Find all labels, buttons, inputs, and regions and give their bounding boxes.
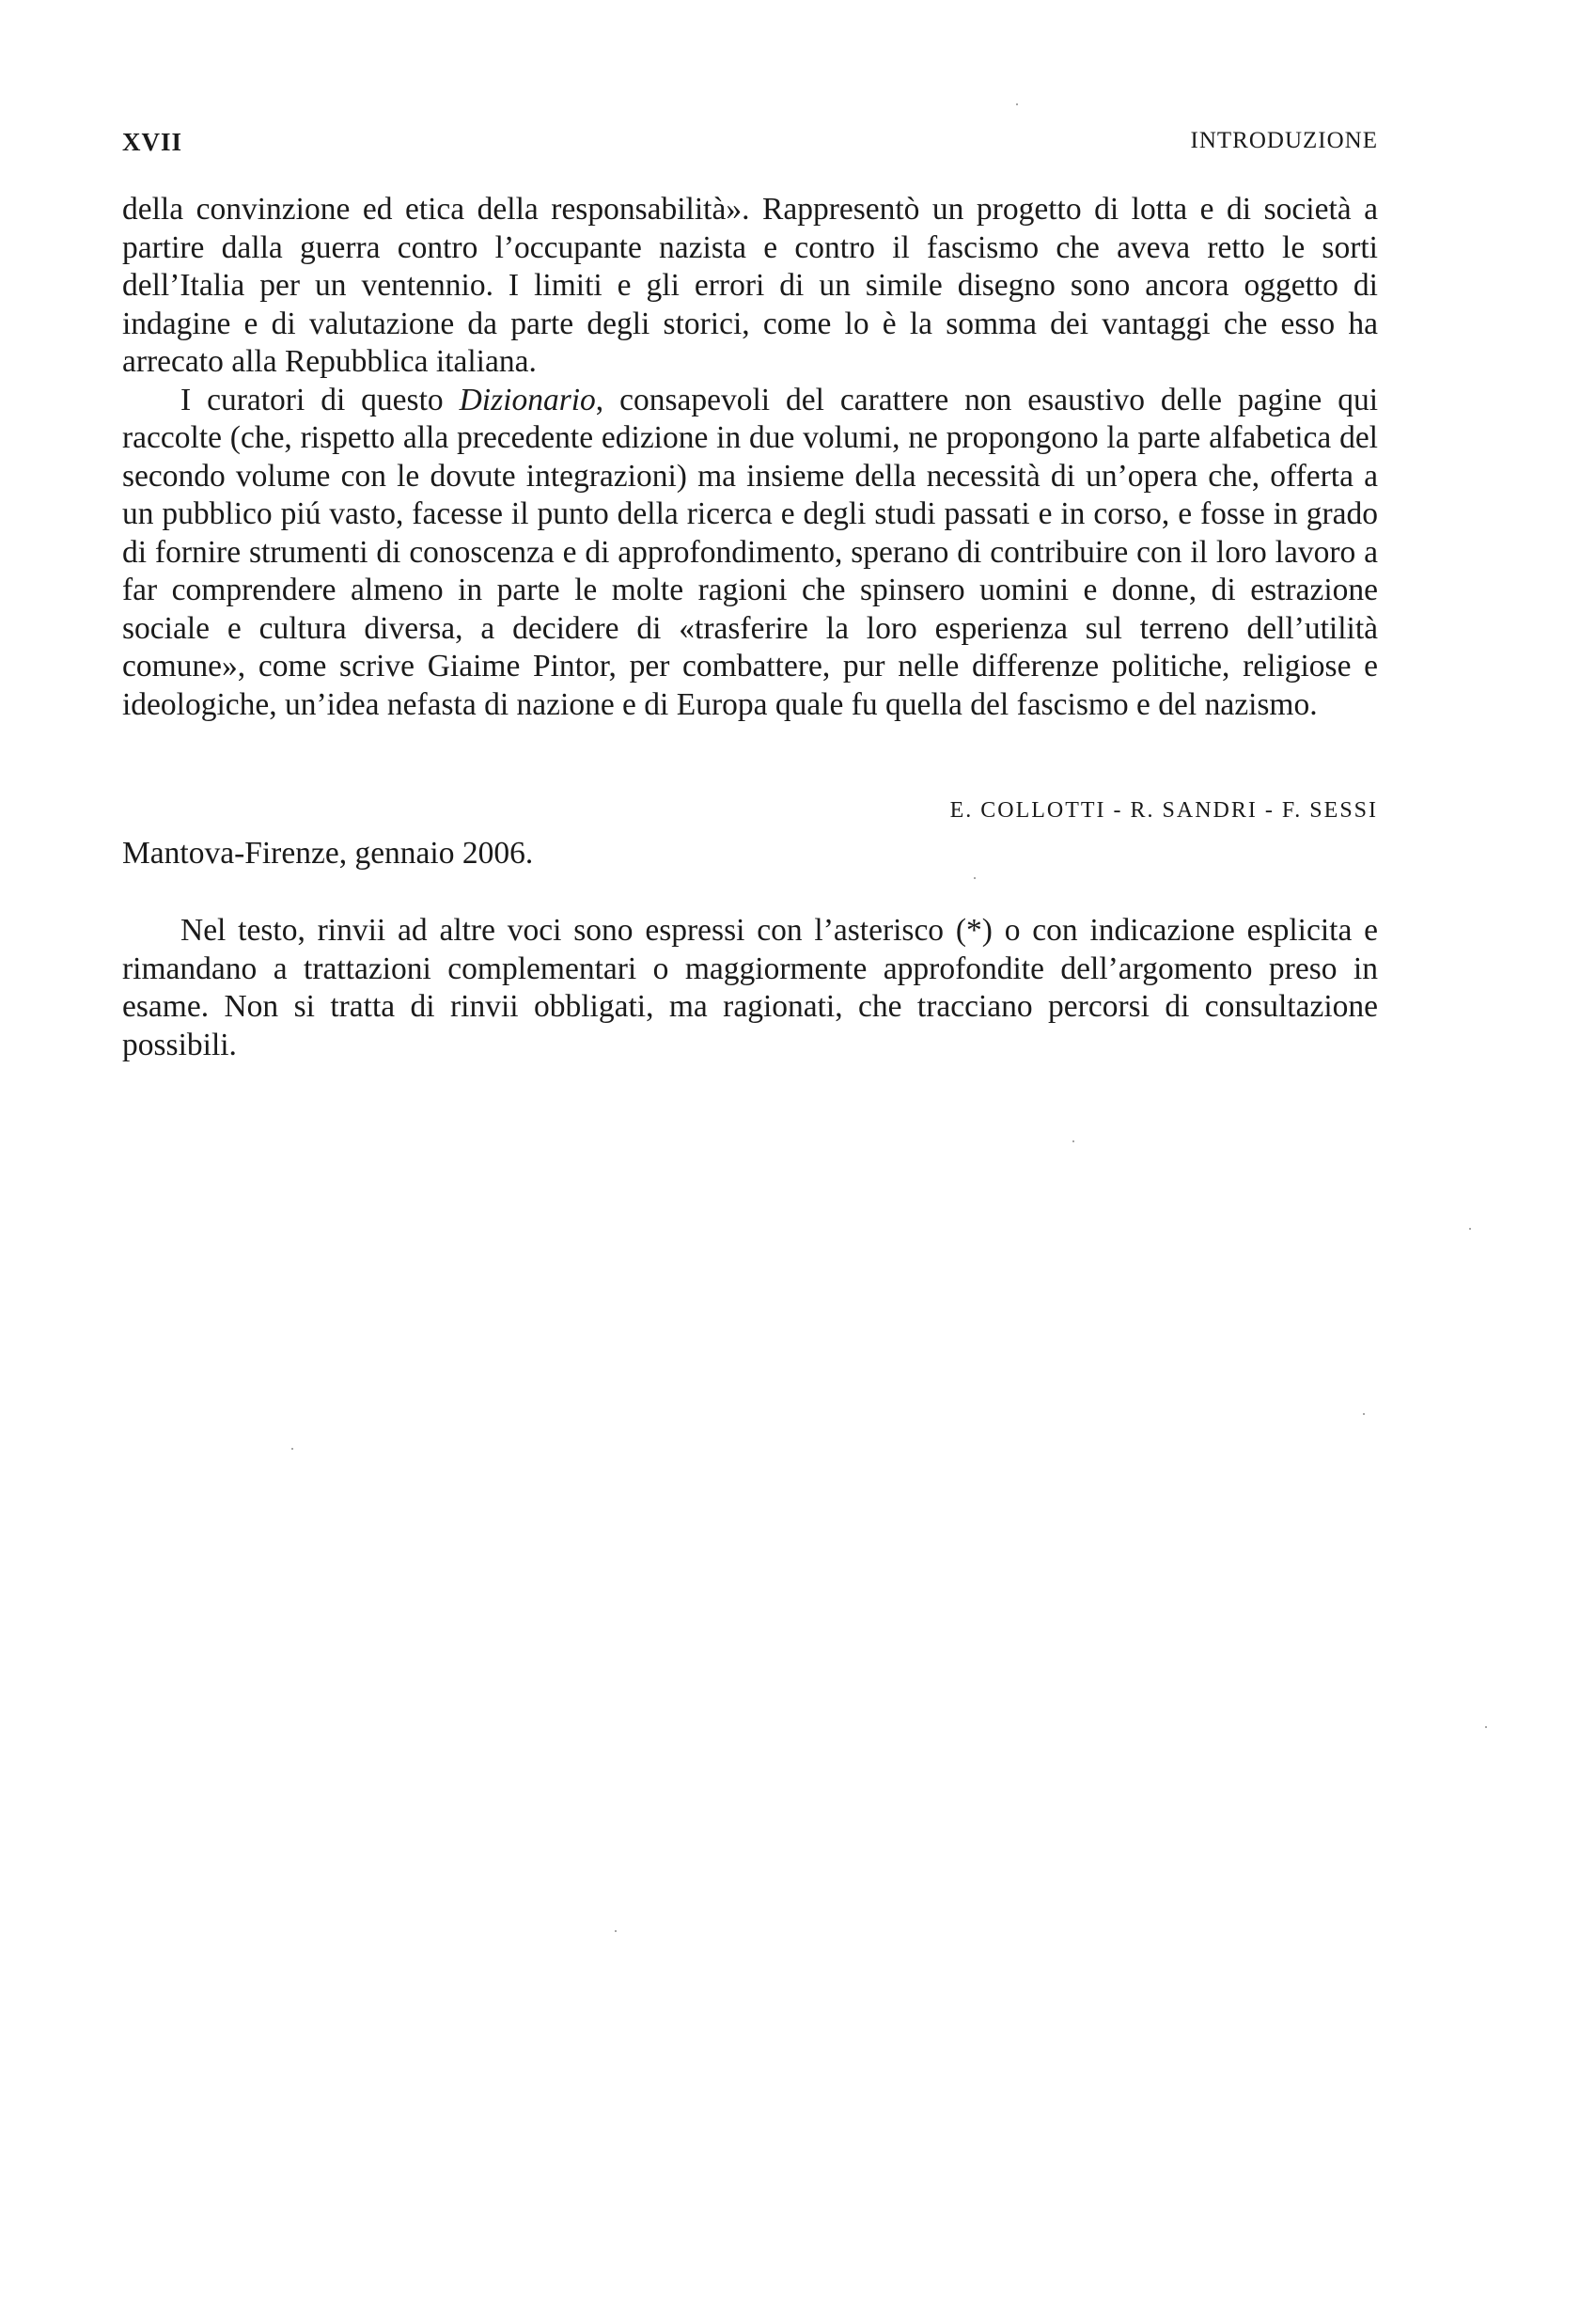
paragraph-2-rest: , consapevoli del carattere non esaustivo delle pagine qui raccolte (che, rispetto alla precedente edizione in due volumi, ne propongono la parte alfabetica del secondo volume con le dovute integrazioni) ma insieme della necessità di un’opera che, offerta a un pubblico piú vasto, facesse il punto della ricerca e degli studi passati e in corso, e fosse in grado di fornire strumenti di conoscenza e di approfondimento, sperano di contribuire con il loro lavoro a far comprendere almeno in parte le molte ragioni che spinsero uomini e donne, di estrazione sociale e cultura diversa, a decidere di «trasferire la loro esperienza sul terreno dell’utilità comune», come scrive Giaime Pintor, per combattere, pur nelle differenze politiche, religiose e ideologiche, un’idea nefasta di nazione e di Europa quale fu quella del fascismo e del nazismo. xyxy=(122,382,1378,722)
usage-note-paragraph: Nel testo, rinvii ad altre voci sono espressi con l’asterisco (*) o con indicazione esplicita e rimandano a trattazioni complementari o maggiormente approfondite dell’argomento preso in esame. Non si tratta di rinvii obbligati, ma ragionati, che tracciano percorsi di consultazione possibili. xyxy=(122,913,1378,1062)
usage-note xyxy=(122,912,1378,1064)
scan-speck xyxy=(1469,1228,1471,1230)
scan-speck xyxy=(1016,103,1018,105)
editors-signature: E. COLLOTTI - R. SANDRI - F. SESSI xyxy=(949,798,1378,823)
scan-speck xyxy=(974,877,976,879)
body-text xyxy=(122,191,1378,724)
dizionario-title: Dizionario xyxy=(459,382,596,417)
dateline: Mantova-Firenze, gennaio 2006. xyxy=(122,836,534,871)
page-number: XVII xyxy=(122,128,183,156)
paragraph-1: della convinzione ed etica della responsabilità». Rappresentò un progetto di lotta e di società a partire dalla guerra contro l’occupante nazista e contro il fascismo che aveva retto le sorti dell’Italia per un ventennio. I limiti e gli errori di un simile disegno sono ancora oggetto di indagine e di valutazione da parte degli storici, come lo è la somma dei vantaggi che esso ha arrecato alla Repubblica italiana. xyxy=(122,192,1378,379)
scan-speck xyxy=(1363,1413,1365,1415)
page-header xyxy=(122,128,1378,162)
running-head: INTRODUZIONE xyxy=(1190,128,1378,153)
paragraph-2-start: I curatori di questo xyxy=(180,382,460,417)
scan-speck xyxy=(1072,1140,1074,1142)
paragraph-2 xyxy=(122,382,1378,725)
scan-speck xyxy=(291,1448,293,1450)
scan-speck xyxy=(1485,1726,1487,1728)
scan-speck xyxy=(615,1930,617,1932)
